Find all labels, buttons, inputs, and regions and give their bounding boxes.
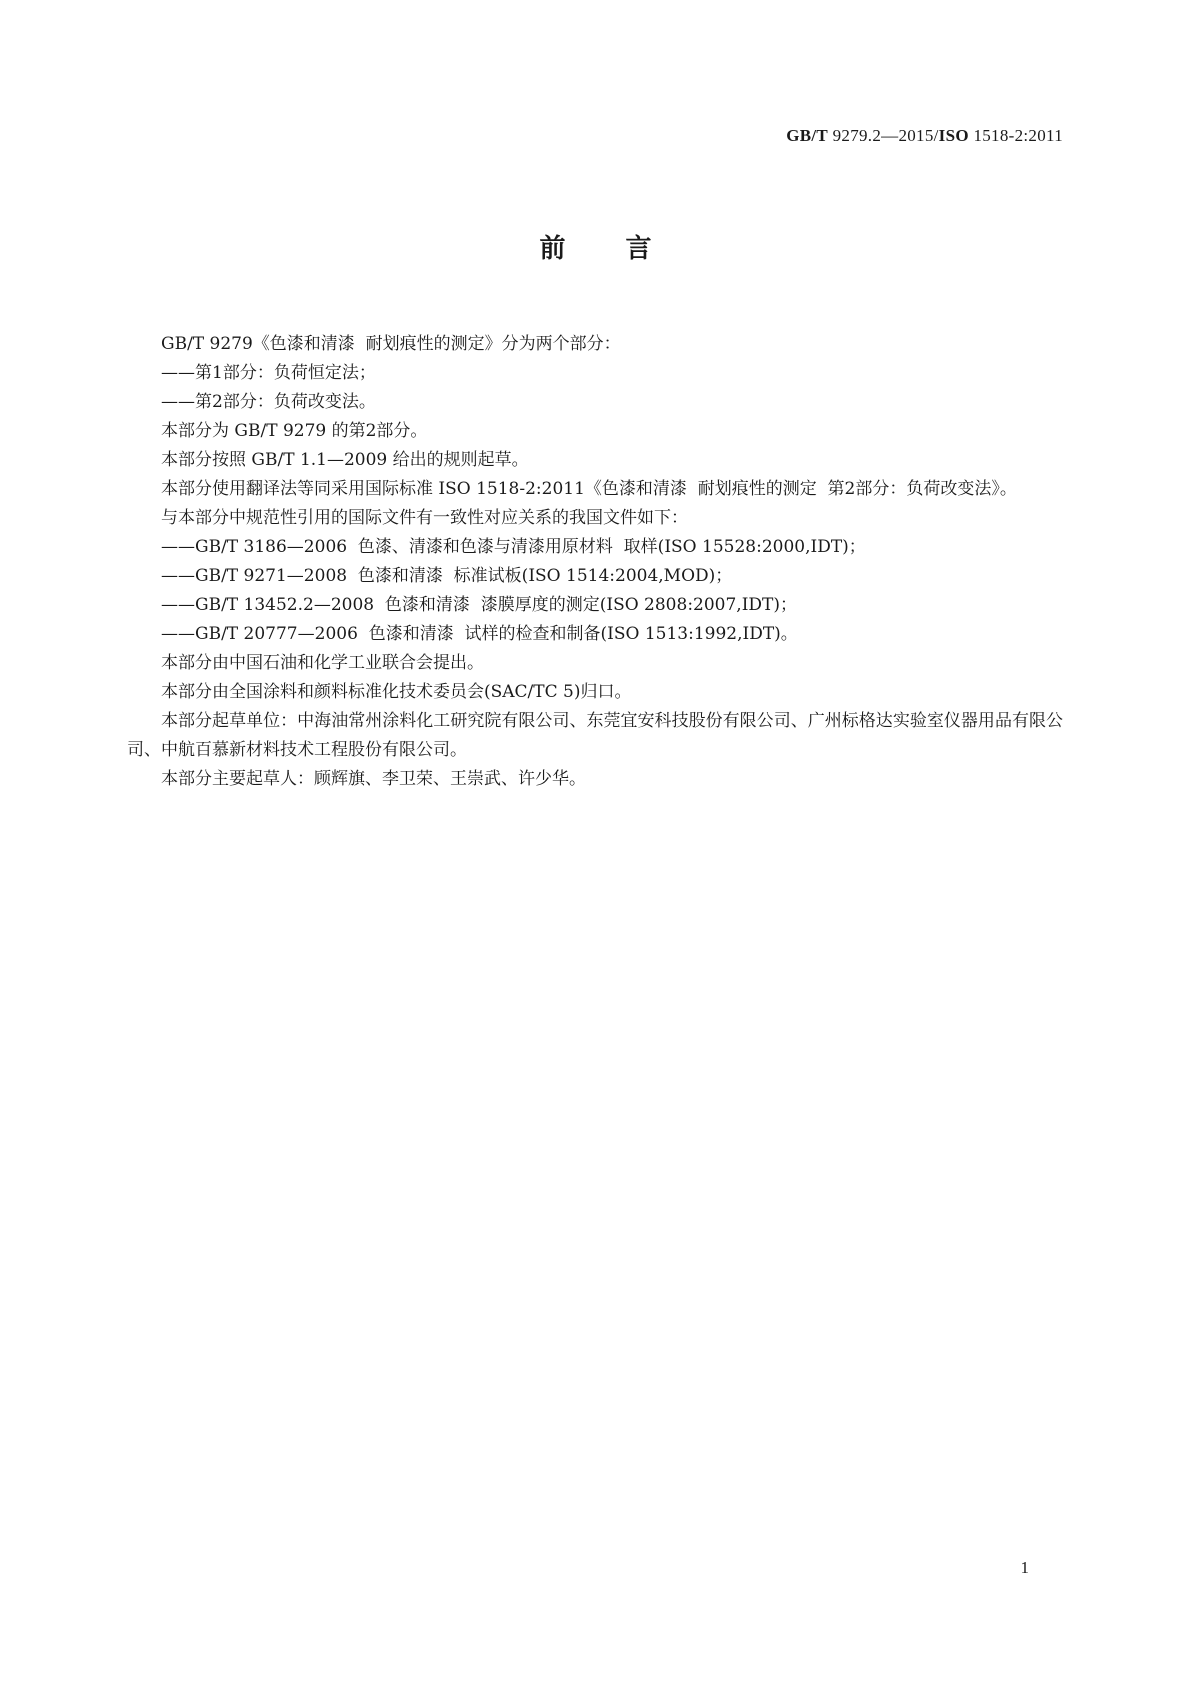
paragraph-iso-adoption: 本部分使用翻译法等同采用国际标准 ISO 1518-2:2011《色漆和清漆 耐划痕性的测定 第2部分：负荷改变法》。 xyxy=(161,479,1017,499)
standard-header xyxy=(786,126,1063,146)
list-item-gb-13452: ——GB/T 13452.2—2008 色漆和清漆 漆膜厚度的测定(ISO 2808:2007,IDT)； xyxy=(161,595,798,615)
paragraph-parts-intro: GB/T 9279《色漆和清漆 耐划痕性的测定》分为两个部分： xyxy=(161,334,621,354)
paragraph-proposed-by: 本部分由中国石油和化学工业联合会提出。 xyxy=(161,653,484,673)
list-item-gb-3186: ——GB/T 3186—2006 色漆、清漆和色漆与清漆用原材料 取样(ISO 15528:2000,IDT)； xyxy=(161,537,866,557)
paragraph-corresponding-docs: 与本部分中规范性引用的国际文件有一致性对应关系的我国文件如下： xyxy=(161,508,688,528)
standard-number: 9279.2—2015/ xyxy=(832,126,939,145)
list-item-part-2: ——第2部分：负荷改变法。 xyxy=(161,392,376,412)
paragraph-drafting-rules: 本部分按照 GB/T 1.1—2009 给出的规则起草。 xyxy=(161,450,529,470)
list-item-part-1: ——第1部分：负荷恒定法； xyxy=(161,363,376,383)
paragraph-drafting-units: 本部分起草单位：中海油常州涂料化工研究院有限公司、东莞宜安科技股份有限公司、广州标格达实验室仪器用品有限公司、中航百慕新材料技术工程股份有限公司。 xyxy=(127,711,1063,760)
iso-number: 1518-2:2011 xyxy=(973,126,1063,145)
page-number: 1 xyxy=(1020,1558,1029,1577)
standard-code-iso: ISO xyxy=(938,126,969,145)
foreword-body xyxy=(127,330,1063,794)
standard-code-gb: GB/T xyxy=(786,126,829,145)
paragraph-this-part: 本部分为 GB/T 9279 的第2部分。 xyxy=(161,421,428,441)
list-item-gb-9271: ——GB/T 9271—2008 色漆和清漆 标准试板(ISO 1514:2004,MOD)； xyxy=(161,566,733,586)
paragraph-main-drafters: 本部分主要起草人：顾辉旗、李卫荣、王崇武、许少华。 xyxy=(161,769,586,789)
list-item-gb-20777: ——GB/T 20777—2006 色漆和清漆 试样的检查和制备(ISO 1513:1992,IDT)。 xyxy=(161,624,798,644)
paragraph-centralized-by: 本部分由全国涂料和颜料标准化技术委员会(SAC/TC 5)归口。 xyxy=(161,682,632,702)
page-title: 前言 xyxy=(539,234,712,264)
